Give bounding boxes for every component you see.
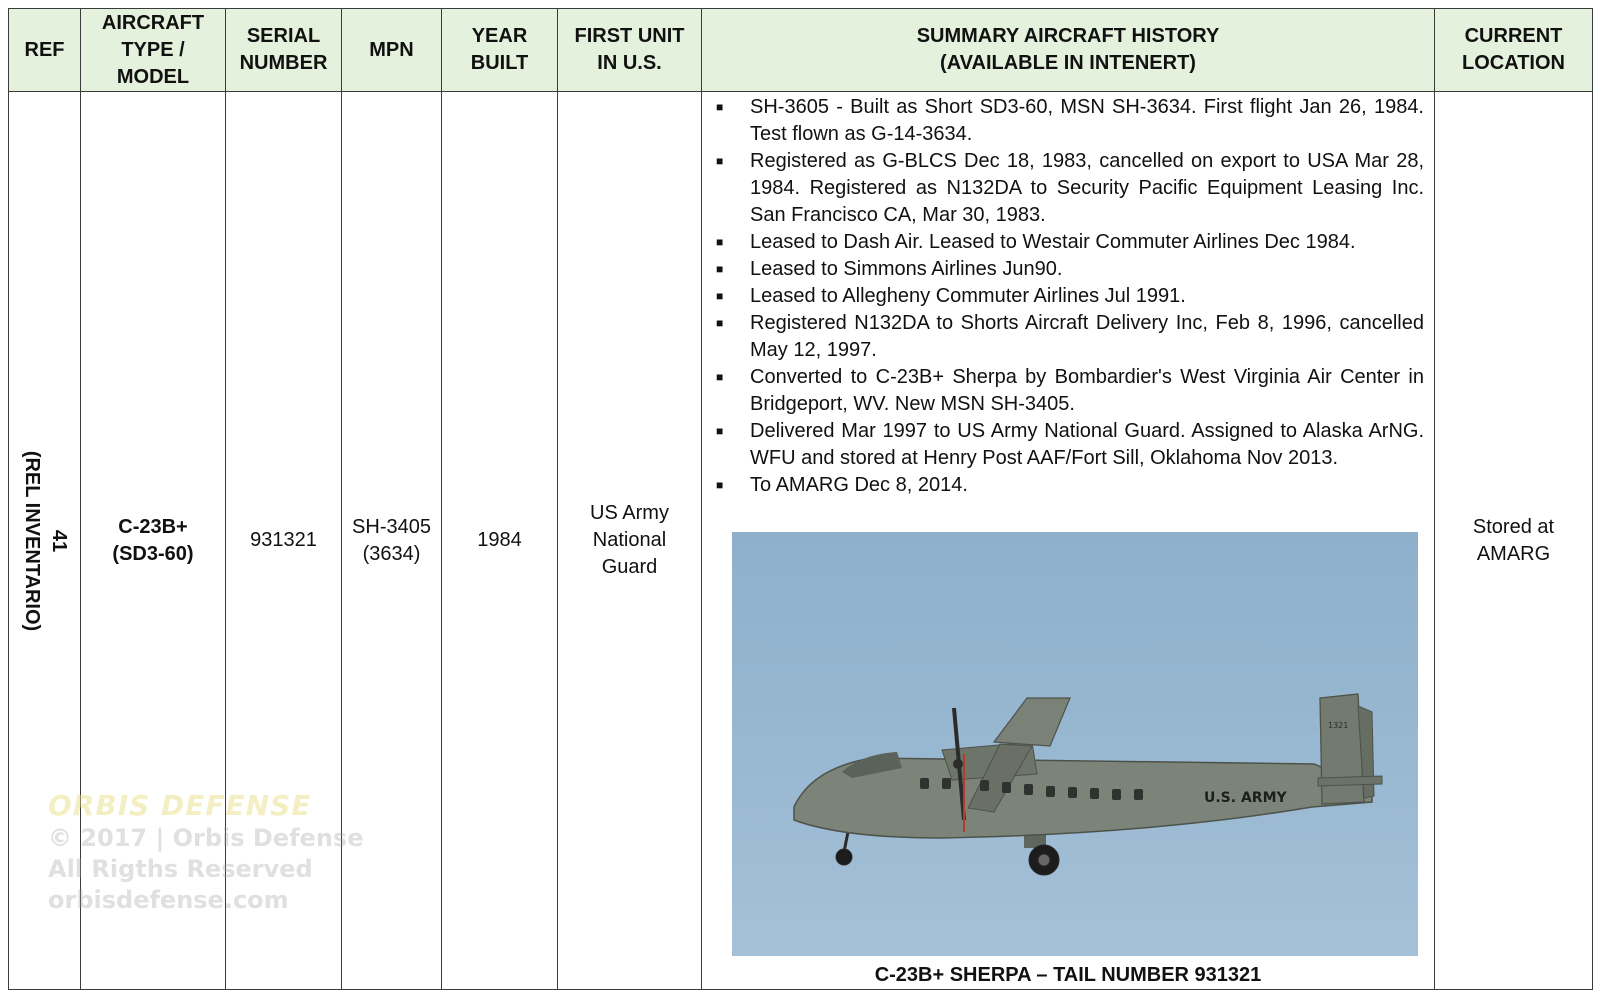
- list-item: ■ Leased to Dash Air. Leased to Westair Commuter Airlines Dec 1984.: [712, 229, 1424, 256]
- bullet-icon: ■: [716, 424, 724, 438]
- serial-number-cell: 931321: [226, 92, 342, 990]
- header-row: [9, 9, 1593, 92]
- list-item: ■ To AMARG Dec 8, 2014.: [712, 472, 1424, 499]
- list-item: ■ SH-3605 - Built as Short SD3-60, MSN SH-3634. First flight Jan 26, 1984. Test flown as G-14-3634.: [716, 96, 1424, 145]
- bullet-icon: ■: [716, 100, 724, 114]
- header-first-unit: FIRST UNIT IN U.S.: [558, 9, 702, 92]
- watermark-line: All Rigths Reserved: [48, 855, 313, 883]
- bullet-icon: ■: [716, 235, 724, 249]
- svg-text:U.S. ARMY: U.S. ARMY: [1204, 790, 1287, 806]
- list-item: ■ Converted to C-23B+ Sherpa by Bombardier's West Virginia Air Center in Bridgeport, WV. New MSN SH-3405.: [716, 366, 1424, 415]
- list-item: ■ Leased to Allegheny Commuter Airlines Jul 1991.: [712, 283, 1424, 310]
- aircraft-type-cell: C-23B+ (SD3-60): [81, 92, 226, 990]
- c23-sherpa-aircraft-illustration: [732, 532, 1418, 956]
- bullet-icon: ■: [716, 370, 724, 384]
- watermark-line: orbisdefense.com: [48, 886, 289, 914]
- bullet-icon: ■: [716, 316, 724, 330]
- header-mpn: MPN: [342, 9, 442, 92]
- header-serial-number: SERIAL NUMBER: [226, 9, 342, 92]
- year-built-cell: 1984: [442, 92, 558, 990]
- list-item: ■ Leased to Simmons Airlines Jun90.: [712, 256, 1424, 283]
- header-year-built: YEAR BUILT: [442, 9, 558, 92]
- watermark-line: © 2017 | Orbis Defense: [48, 824, 364, 852]
- bullet-icon: ■: [716, 289, 724, 303]
- ref-cell: [9, 92, 81, 990]
- svg-text:1321: 1321: [1328, 721, 1349, 730]
- header-current-location: CURRENT LOCATION: [1435, 9, 1593, 92]
- bullet-icon: ■: [716, 154, 724, 168]
- ref-label: 41 (REL INVENTARIO): [20, 450, 70, 631]
- list-item: ■ Delivered Mar 1997 to US Army National Guard. Assigned to Alaska ArNG. WFU and stored at Henry Post AAF/Fort Sill, Oklahoma Nov 2013.: [716, 420, 1424, 469]
- mpn-cell: SH-3405 (3634): [342, 92, 442, 990]
- table-row: [9, 92, 1593, 990]
- header-summary-history: SUMMARY AIRCRAFT HISTORY (AVAILABLE IN INTENERT): [702, 9, 1435, 92]
- watermark-brand: ORBIS DEFENSE: [48, 789, 312, 822]
- header-ref: REF: [9, 9, 81, 92]
- bullet-icon: ■: [716, 262, 724, 276]
- first-unit-cell: US Army National Guard: [558, 92, 702, 990]
- photo-caption: C-23B+ SHERPA – TAIL NUMBER 931321: [874, 964, 1262, 986]
- list-item: ■ Registered N132DA to Shorts Aircraft Delivery Inc, Feb 8, 1996, cancelled May 12, 1997.: [716, 312, 1424, 361]
- list-item: ■ Registered as G-BLCS Dec 18, 1983, cancelled on export to USA Mar 28, 1984. Registered as N132DA to Security Pacific Equipment Leasing Inc. San Francisco CA, Mar 30, 1983.: [716, 150, 1424, 226]
- current-location-cell: Stored at AMARG: [1435, 92, 1593, 990]
- aircraft-photo: [732, 532, 1418, 956]
- bullet-icon: ■: [716, 478, 724, 492]
- aircraft-inventory-table: [8, 8, 1593, 990]
- history-cell: [702, 92, 1435, 990]
- header-aircraft-type: AIRCRAFT TYPE / MODEL: [81, 9, 226, 92]
- history-list: [702, 92, 1434, 499]
